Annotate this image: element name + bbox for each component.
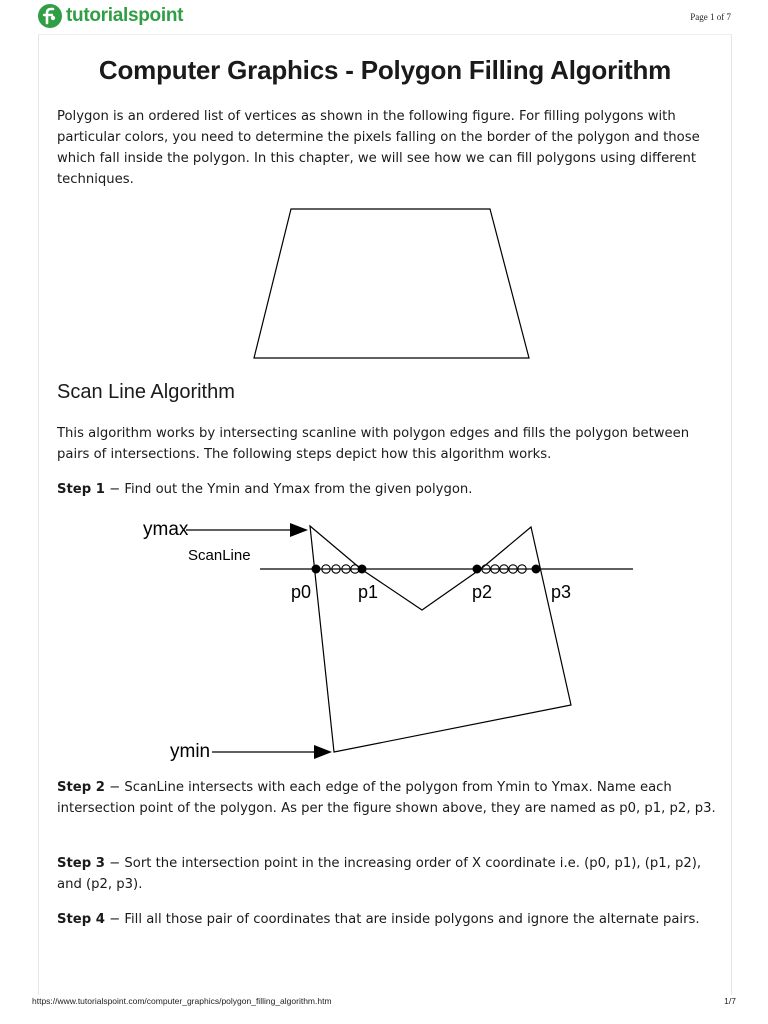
scanline-figure <box>130 510 650 765</box>
page-title: Computer Graphics - Polygon Filling Algorithm <box>98 55 672 85</box>
step-label: Step 3 <box>57 856 105 871</box>
logo-icon <box>38 4 62 28</box>
footer-page-number: 1/7 <box>724 996 736 1006</box>
scanline-label: ScanLine <box>188 547 251 564</box>
ymax-label: ymax <box>143 519 189 540</box>
polygon-figure <box>250 205 535 363</box>
section-heading: Scan Line Algorithm <box>57 381 235 403</box>
intersection-p0 <box>312 565 321 574</box>
step-text: − Find out the Ymin and Ymax from the given polygon. <box>104 482 473 497</box>
p1-label: p1 <box>358 582 379 602</box>
trapezoid-polygon <box>254 209 529 358</box>
intro-paragraph: Polygon is an ordered list of vertices as shown in the following figure. For filling polygons with particular colors, you need to determine the pixels falling on the border of the polygon and those which fall inside the polygon. In this chapter, we will see how we can fill polygons using different techniques. <box>57 109 700 187</box>
step-label: Step 4 <box>57 912 105 927</box>
intersection-p3 <box>532 565 541 574</box>
intersection-p2 <box>473 565 482 574</box>
concave-polygon <box>310 526 571 752</box>
ymin-arrowhead <box>314 745 332 759</box>
step-1 <box>57 479 717 500</box>
ymin-label: ymin <box>170 741 211 762</box>
intersection-p1 <box>358 565 367 574</box>
page-indicator: Page 1 of 7 <box>690 12 731 22</box>
step-text: − Fill all those pair of coordinates that are inside polygons and ignore the alternate pairs. <box>104 912 700 927</box>
step-4 <box>57 909 717 930</box>
step-text: − ScanLine intersects with each edge of the polygon from Ymin to Ymax. Name each intersection point of the polygon. As per the figure shown above, they are named as p0, p1, p2, p3. <box>57 780 716 816</box>
step-label: Step 1 <box>57 482 105 497</box>
step-text: − Sort the intersection point in the increasing order of X coordinate i.e. (p0, p1), (p1, p2), and (p2, p3). <box>57 856 702 892</box>
ymax-arrowhead <box>290 523 308 537</box>
tutorialspoint-logo[interactable] <box>38 3 183 29</box>
p0-label: p0 <box>291 582 312 602</box>
logo-text: tutorialspoint <box>66 5 184 26</box>
step-3 <box>57 853 717 895</box>
step-2 <box>57 777 717 819</box>
p3-label: p3 <box>551 582 572 602</box>
p2-label: p2 <box>472 582 493 602</box>
section-intro: This algorithm works by intersecting scanline with polygon edges and fills the polygon between pairs of intersections. The following steps depict how this algorithm works. <box>57 426 690 462</box>
step-label: Step 2 <box>57 780 105 795</box>
footer-url[interactable]: https://www.tutorialspoint.com/computer_graphics/polygon_filling_algorithm.htm <box>32 996 332 1006</box>
